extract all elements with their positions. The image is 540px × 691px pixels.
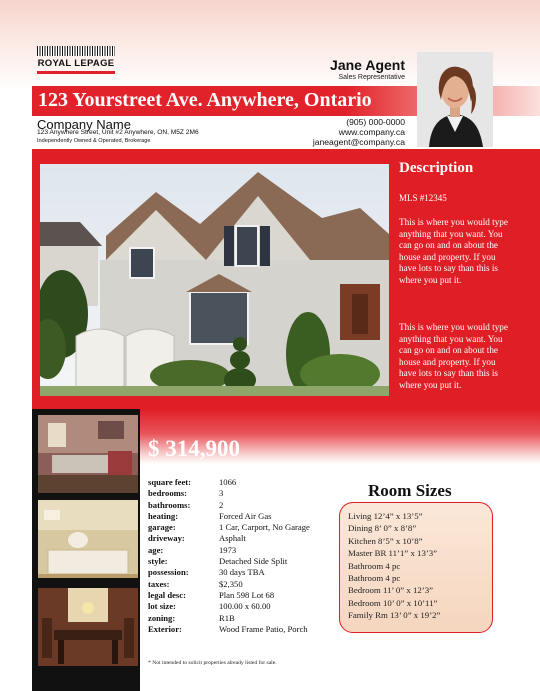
spec-row <box>148 522 310 533</box>
property-specs <box>148 477 310 635</box>
spec-value: 100.00 x 60.00 <box>219 601 271 612</box>
footnote: * Not intended to solicit properties already listed for sale. <box>148 660 277 666</box>
room-sizes-list <box>348 510 440 622</box>
spec-value: Forced Air Gas <box>219 510 272 521</box>
room-size-item: Family Rm 13’ 0” x 19’2” <box>348 610 441 621</box>
spec-label: possession: <box>148 567 189 578</box>
spec-row <box>148 533 310 544</box>
logo-wordmark: ROYAL LEPAGE <box>37 58 115 69</box>
spec-row <box>148 613 310 624</box>
logo-underline <box>37 71 115 74</box>
spec-label: zoning: <box>148 612 176 623</box>
company-address: 123 Anywhere Street, Unit #2 Anywhere, ON, M5Z 2M6 <box>37 129 199 136</box>
company-name: Company Name <box>37 117 131 132</box>
spec-value: 2 <box>219 499 224 510</box>
room-size-item: Living 12’4” x 13’5” <box>348 511 423 521</box>
agent-title: Sales Representative <box>338 74 405 81</box>
spec-row <box>148 500 310 511</box>
living-room-photo <box>38 415 138 493</box>
spec-row <box>148 556 310 567</box>
spec-label: driveway: <box>148 533 185 544</box>
spec-value: 30 days TBA <box>219 567 265 578</box>
description-title: Description <box>399 160 474 176</box>
spec-value: 1 Car, Carport, No Garage <box>219 522 310 533</box>
spec-row <box>148 477 310 488</box>
spec-label: legal desc: <box>148 589 186 600</box>
spec-row <box>148 488 310 499</box>
logo-barcode <box>37 46 115 56</box>
spec-value: 1066 <box>219 477 237 487</box>
room-size-item: Bedroom 11’ 0” x 12’3” <box>348 585 434 596</box>
spec-row <box>148 579 310 590</box>
spec-label: taxes: <box>148 578 170 589</box>
agent-photo <box>417 52 493 147</box>
spec-row <box>148 567 310 578</box>
listing-price: $ 314,900 <box>148 436 240 461</box>
company-note: Independently Owned & Operated, Brokerage <box>37 138 151 144</box>
spec-value: R1B <box>219 612 235 623</box>
spec-label: age: <box>148 544 164 555</box>
spec-value: Detached Side Split <box>219 556 288 567</box>
room-size-item: Bedroom 10’ 0” x 10’11” <box>348 597 438 608</box>
spec-label: lot size: <box>148 601 176 612</box>
spec-row <box>148 590 310 601</box>
spec-label: square feet: <box>148 477 192 487</box>
spec-label: heating: <box>148 510 179 521</box>
agent-phone: (905) 000-0000 <box>346 117 405 127</box>
spec-row <box>148 624 310 635</box>
spec-label: bathrooms: <box>148 499 191 510</box>
agent-email: janeagent@company.ca <box>312 137 405 147</box>
room-size-item: Bathroom 4 pc <box>348 560 401 571</box>
bathroom-photo <box>38 500 138 578</box>
description-paragraph-1: This is where you would type anything that you want. You can go on and on about the house and property. If you have lots to say than this is where you put it. <box>399 217 508 285</box>
spec-label: bedrooms: <box>148 488 187 499</box>
agent-name: Jane Agent <box>330 57 405 73</box>
spec-row <box>148 545 310 556</box>
spec-value: Wood Frame Patio, Porch <box>219 623 308 634</box>
spec-label: garage: <box>148 522 176 533</box>
property-address: 123 Yourstreet Ave. Anywhere, Ontario <box>38 89 372 111</box>
spec-value: Plan 598 Lot 68 <box>219 589 275 600</box>
spec-value: Asphalt <box>219 533 246 544</box>
spec-row <box>148 601 310 612</box>
house-photo <box>40 164 389 396</box>
description-paragraph-2: This is where you would type anything that you want. You can go on and on about the house and property. If you have lots to say than this is where you put it. <box>399 322 508 390</box>
room-size-item: Dining 8’ 0” x 8’8” <box>348 523 417 534</box>
company-website: www.company.ca <box>338 127 405 137</box>
spec-label: Exterior: <box>148 623 182 634</box>
spec-label: style: <box>148 556 168 567</box>
room-sizes-title: Room Sizes <box>368 481 452 500</box>
room-size-item: Bathroom 4 pc <box>348 573 401 584</box>
spec-row <box>148 511 310 522</box>
spec-value: $2,350 <box>219 578 243 589</box>
mls-number: MLS #12345 <box>399 193 447 203</box>
room-size-item: Kitchen 8’5” x 10’8” <box>348 535 423 546</box>
spec-value: 3 <box>219 488 224 499</box>
dining-room-photo <box>38 588 138 666</box>
brokerage-logo <box>37 46 115 74</box>
spec-value: 1973 <box>219 544 237 555</box>
room-size-item: Master BR 11’1” x 13’3” <box>348 548 438 559</box>
